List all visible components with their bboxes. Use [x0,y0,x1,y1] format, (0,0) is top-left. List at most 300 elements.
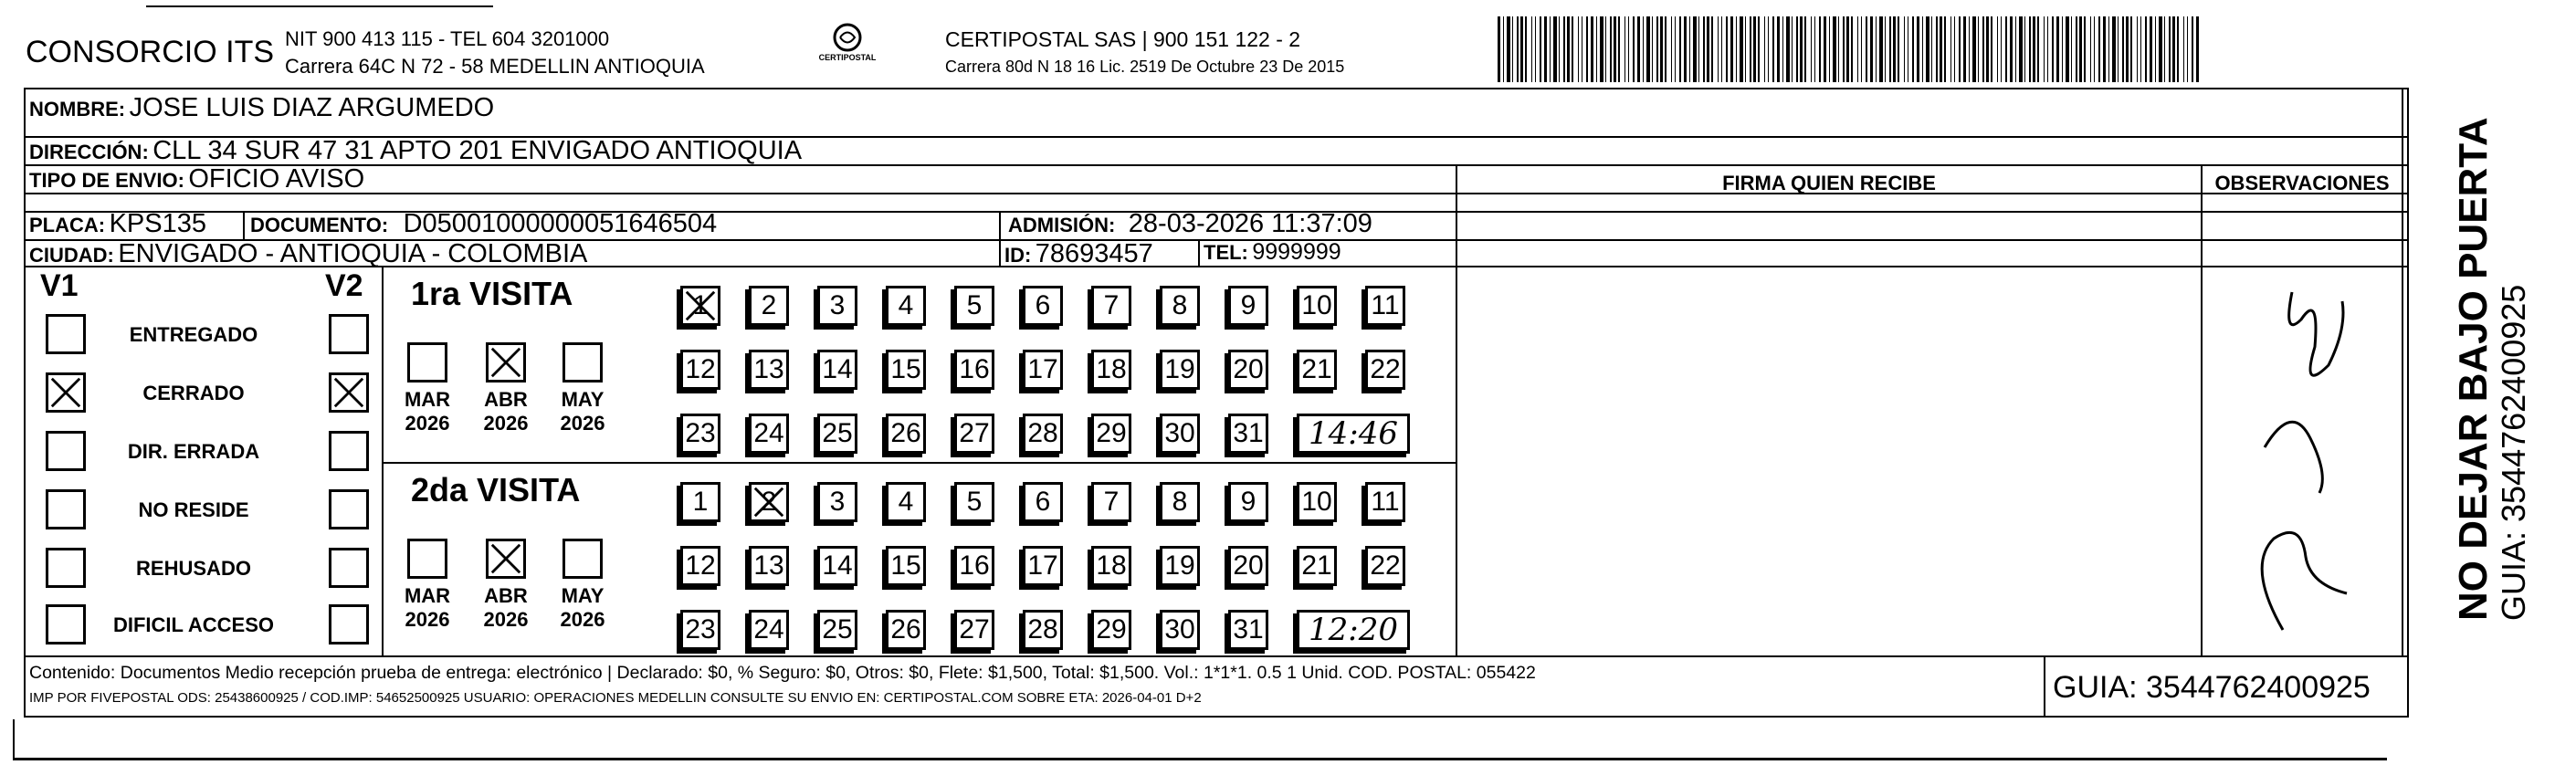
month-name: MAR [404,584,451,607]
barcode-bar [1624,16,1625,82]
day-number: 16 [959,550,990,581]
barcode-bar [2010,16,2013,82]
day-number: 6 [1035,487,1051,517]
day-number: 8 [1172,290,1188,320]
barcode-bar [1698,16,1699,82]
day-checkbox[interactable] [1228,350,1268,390]
direccion-label: DIRECCIÓN: [29,141,149,163]
day-number: 15 [890,354,921,384]
barcode-bar [1861,16,1862,82]
firma-header: FIRMA QUIEN RECIBE [1722,172,1936,194]
id-label: ID: [1004,244,1032,267]
status-v2-checkbox[interactable] [329,489,369,529]
barcode-bar [1684,16,1687,82]
day-checkbox[interactable] [680,610,720,650]
barcode-bar [1745,16,1746,82]
day-number: 11 [1371,290,1400,320]
barcode-bar [1730,16,1733,82]
barcode-bar [1660,16,1663,82]
barcode-bar [1600,16,1603,82]
day-number: 24 [753,418,784,448]
barcode-bar [2029,16,2031,82]
carrier-logo-icon [829,22,866,53]
status-v2-checkbox[interactable] [329,372,369,413]
barcode-bar [1857,16,1858,82]
barcode-bar [1772,16,1774,82]
placa-row [29,209,206,239]
day-number: 11 [1371,487,1400,517]
barcode-bar [1926,16,1929,82]
company-address: Carrera 64C N 72 - 58 MEDELLIN ANTIOQUIA [285,55,705,78]
status-v1-checkbox[interactable] [46,314,86,354]
barcode-bar [2079,16,2082,82]
day-number: 27 [959,418,990,448]
barcode-bar [1814,16,1815,82]
day-checkbox[interactable] [749,482,789,522]
barcode-bar [2172,16,2175,82]
placa-label: PLACA: [29,214,106,236]
day-number: 14 [822,550,853,581]
day-number: 1 [692,487,709,517]
day-checkbox[interactable] [1023,610,1063,650]
day-number: 4 [898,487,914,517]
day-number: 10 [1301,487,1332,517]
day-checkbox[interactable] [886,610,926,650]
day-checkbox[interactable] [1160,546,1200,586]
day-checkbox[interactable] [1091,546,1131,586]
day-checkbox[interactable] [1091,482,1131,522]
barcode-bar [1671,16,1672,82]
status-label: DIR. ERRADA [127,440,260,463]
day-checkbox[interactable] [680,482,720,522]
barcode-bar [1596,16,1597,82]
status-v2-checkbox[interactable] [329,431,369,471]
barcode-bar [1904,16,1905,82]
day-checkbox[interactable] [954,546,994,586]
day-checkbox[interactable] [1297,482,1337,522]
barcode-bar [2103,16,2106,82]
day-checkbox[interactable] [817,286,857,326]
day-number: 5 [966,290,983,320]
barcode-bar [1969,16,1970,82]
barcode-bar [1954,16,1955,82]
barcode-bar [2094,16,2095,82]
status-v1-checkbox[interactable] [46,489,86,529]
barcode-bar [1540,16,1541,82]
barcode-bar [1800,16,1803,82]
day-number: 8 [1172,487,1188,517]
day-checkbox[interactable] [1023,482,1063,522]
month-year: 2026 [405,608,450,631]
ciudad-value: ENVIGADO - ANTIOQUIA - COLOMBIA [118,239,588,268]
barcode-bar [1535,16,1536,82]
barcode-bar [1950,16,1951,82]
barcode [1498,16,2206,82]
day-checkbox[interactable] [749,286,789,326]
day-number: 20 [1233,354,1264,384]
day-number: 10 [1301,290,1332,320]
month-label [396,584,458,632]
day-checkbox[interactable] [1365,350,1405,390]
observaciones-header: OBSERVACIONES [2214,172,2390,194]
barcode-bar [1978,16,1979,82]
day-checkbox[interactable] [1365,482,1405,522]
barcode-bar [2130,16,2132,82]
status-label: NO RESIDE [138,498,249,521]
documento-label: DOCUMENTO: [250,214,389,236]
barcode-bar [2126,16,2129,82]
month-year: 2026 [483,608,529,631]
day-number: 13 [753,550,784,581]
day-checkbox[interactable] [680,546,720,586]
tel-value: 9999999 [1252,239,1341,265]
day-checkbox[interactable] [1023,546,1063,586]
status-v1-checkbox[interactable] [46,431,86,471]
barcode-bar [1736,16,1737,82]
barcode-bar [1893,16,1896,82]
day-checkbox[interactable] [749,350,789,390]
barcode-bar [1553,16,1557,82]
day-checkbox[interactable] [886,350,926,390]
month-checkbox[interactable] [563,342,603,382]
barcode-bar [1689,16,1690,82]
day-checkbox[interactable] [680,414,720,454]
barcode-bar [1885,16,1886,82]
barcode-bar [2084,16,2086,82]
month-label [396,388,458,435]
day-checkbox[interactable] [1365,286,1405,326]
day-checkbox[interactable] [1297,546,1337,586]
barcode-bar [1544,16,1547,82]
month-name: MAY [561,584,605,607]
day-checkbox[interactable] [680,350,720,390]
direccion-row [29,136,802,166]
barcode-bar [1959,16,1961,82]
visit-time: 12:20 [1297,610,1410,650]
day-number: 7 [1103,487,1120,517]
barcode-bar [1940,16,1942,82]
admision-label: ADMISIÓN: [1008,214,1116,236]
day-number: 17 [1027,354,1058,384]
status-label: REHUSADO [136,557,251,580]
barcode-bar [1804,16,1806,82]
day-number: 21 [1301,354,1332,384]
day-number: 20 [1233,550,1264,581]
month-checkbox[interactable] [486,539,526,579]
barcode-bar [1972,16,1976,82]
no-dejar-text: NO DEJAR BAJO PUERTA [2451,117,2496,621]
barcode-bar [2108,16,2109,82]
barcode-bar [2076,16,2077,82]
day-checkbox[interactable] [1091,610,1131,650]
carrier-logo [811,22,884,79]
month-label [475,388,537,435]
barcode-bar [2183,16,2184,82]
barcode-bar [1665,16,1667,82]
barcode-bar [1517,16,1519,82]
check-mark-icon [489,345,523,380]
day-number: 28 [1027,614,1058,644]
company-nit: NIT 900 413 115 - TEL 604 3201000 [285,27,610,50]
status-v1-checkbox[interactable] [46,548,86,588]
day-checkbox[interactable] [1297,286,1337,326]
carrier-address: Carrera 80d N 18 16 Lic. 2519 De Octubre 23 De 2015 [945,58,1345,76]
barcode-bar [2140,16,2141,82]
id-row [1004,239,1153,269]
barcode-bar [1764,16,1765,82]
carrier-name: CERTIPOSTAL SAS | 900 151 122 - 2 [945,27,1301,51]
barcode-bar [2037,16,2039,82]
day-checkbox[interactable] [1228,546,1268,586]
barcode-bar [2187,16,2188,82]
barcode-bar [1829,16,1830,82]
day-number: 29 [1096,418,1127,448]
barcode-bar [1520,16,1523,82]
barcode-bar [1578,16,1579,82]
day-checkbox[interactable] [1091,414,1131,454]
status-label: DIFICIL ACCESO [112,613,274,636]
barcode-bar [1675,16,1676,82]
day-checkbox[interactable] [749,610,789,650]
day-number: 28 [1027,418,1058,448]
day-checkbox[interactable] [1091,286,1131,326]
day-number: 14 [822,354,853,384]
barcode-bar [1898,16,1899,82]
barcode-bar [1572,16,1573,82]
recipient-signature [2228,265,2374,639]
day-checkbox[interactable] [954,286,994,326]
barcode-bar [1531,16,1532,82]
status-label: ENTREGADO [129,323,258,346]
day-checkbox[interactable] [886,482,926,522]
tel-row [1204,239,1341,266]
barcode-bar [1753,16,1756,82]
day-number: 31 [1233,614,1264,644]
month-checkbox[interactable] [563,539,603,579]
day-number: 19 [1164,354,1195,384]
barcode-bar [1843,16,1845,82]
barcode-bar [1750,16,1751,82]
day-checkbox[interactable] [1228,414,1268,454]
day-number: 18 [1096,354,1127,384]
barcode-bar [1512,16,1513,82]
company-name: CONSORCIO ITS [26,35,275,69]
day-number: 17 [1027,550,1058,581]
imp-text: IMP POR FIVEPOSTAL ODS: 25438600925 / COD.IMP: 54652500925 USUARIO: OPERACIONES MEDELLIN CONSULTE SU ENVIO EN: CERTIPOSTAL.COM SOBRE ETA: 2026-04-01 D+2 [29,690,1202,706]
barcode-bar [1646,16,1650,82]
day-checkbox[interactable] [1365,546,1405,586]
documento-row [250,209,717,239]
day-number: 2 [761,290,777,320]
barcode-bar [1944,16,1946,82]
carrier-logo-text: CERTIPOSTAL [818,53,877,62]
month-name: ABR [484,388,528,411]
barcode-bar [2177,16,2179,82]
day-number: 26 [890,418,921,448]
barcode-bar [1628,16,1629,82]
side-guia-text: GUIA: 3544762400925 [2495,284,2532,621]
barcode-bar [1656,16,1658,82]
barcode-bar [1824,16,1826,82]
month-checkbox[interactable] [407,342,447,382]
barcode-bar [1796,16,1798,82]
barcode-bar [1721,16,1722,82]
status-v2-checkbox[interactable] [329,548,369,588]
v2-header: V2 [325,268,363,303]
tel-label: TEL: [1204,241,1248,264]
day-checkbox[interactable] [954,414,994,454]
day-number: 9 [1240,487,1256,517]
barcode-bar [1693,16,1697,82]
day-checkbox[interactable] [1228,286,1268,326]
barcode-bar [1679,16,1681,82]
barcode-bar [2056,16,2059,82]
barcode-bar [2192,16,2193,82]
barcode-bar [1563,16,1565,82]
side-warning [2452,117,2532,621]
barcode-bar [2066,16,2069,82]
month-checkbox[interactable] [407,539,447,579]
barcode-bar [1991,16,1992,82]
day-checkbox[interactable] [954,610,994,650]
day-number: 7 [1103,290,1120,320]
barcode-bar [1792,16,1793,82]
day-checkbox[interactable] [1160,414,1200,454]
barcode-bar [2015,16,2016,82]
barcode-bar [1912,16,1914,82]
day-checkbox[interactable] [1297,350,1337,390]
day-number: 3 [829,487,846,517]
barcode-bar [1997,16,1998,82]
status-v2-checkbox[interactable] [329,604,369,644]
contenido-text: Contenido: Documentos Medio recepción prueba de entrega: electrónico | Declarado: $0, % Seguro: $0, Otros: $0, Flete: $1,500, Total: $1,500. Vol.: 1*1*1. 0.5 1 Unid. COD. POSTAL: 055422 [29,663,1536,683]
direccion-value: CLL 34 SUR 47 31 APTO 201 ENVIGADO ANTIOQUIA [152,136,803,165]
day-number: 22 [1370,354,1401,384]
barcode-bar [1525,16,1527,82]
day-number: 5 [966,487,983,517]
status-label: CERRADO [142,382,245,404]
barcode-bar [1917,16,1919,82]
barcode-bar [2196,16,2199,82]
barcode-bar [1768,16,1769,82]
day-checkbox[interactable] [954,482,994,522]
day-checkbox[interactable] [680,286,720,326]
day-checkbox[interactable] [749,414,789,454]
day-checkbox[interactable] [817,610,857,650]
day-checkbox[interactable] [1160,482,1200,522]
month-label [475,584,537,632]
day-checkbox[interactable] [817,546,857,586]
day-number: 16 [959,354,990,384]
day-checkbox[interactable] [886,414,926,454]
check-mark-icon [331,375,366,410]
day-number: 27 [959,614,990,644]
status-v1-checkbox[interactable] [46,372,86,413]
day-number: 2 [761,487,777,517]
barcode-bar [1811,16,1812,82]
barcode-bar [1707,16,1709,82]
footer-guia: GUIA: 3544762400925 [2053,670,2371,705]
barcode-bar [1782,16,1783,82]
day-checkbox[interactable] [749,546,789,586]
v1-header: V1 [40,268,79,303]
day-checkbox[interactable] [817,350,857,390]
barcode-bar [2071,16,2072,82]
day-checkbox[interactable] [886,286,926,326]
visit-title: 1ra VISITA [411,275,573,312]
day-checkbox[interactable] [1091,350,1131,390]
barcode-bar [2019,16,2023,82]
barcode-bar [2169,16,2171,82]
barcode-bar [1633,16,1635,82]
day-checkbox[interactable] [1228,482,1268,522]
barcode-bar [1591,16,1593,82]
day-number: 29 [1096,614,1127,644]
day-number: 30 [1164,418,1195,448]
barcode-bar [1740,16,1743,82]
day-number: 1 [692,290,709,320]
barcode-bar [1833,16,1836,82]
day-number: 3 [829,290,846,320]
day-number: 26 [890,614,921,644]
barcode-bar [2024,16,2025,82]
month-checkbox[interactable] [486,342,526,382]
barcode-bar [1498,16,1500,82]
day-number: 12 [685,550,716,581]
barcode-bar [2033,16,2035,82]
status-v1-checkbox[interactable] [46,604,86,644]
barcode-bar [1703,16,1705,82]
barcode-bar [1777,16,1780,82]
day-checkbox[interactable] [886,546,926,586]
check-mark-icon [489,541,523,576]
barcode-bar [2118,16,2119,82]
day-checkbox[interactable] [1160,350,1200,390]
day-checkbox[interactable] [817,414,857,454]
day-checkbox[interactable] [1023,414,1063,454]
day-number: 23 [685,418,716,448]
day-checkbox[interactable] [1023,286,1063,326]
documento-value: D05001000000051646504 [403,209,718,238]
barcode-bar [1870,16,1873,82]
day-number: 25 [822,418,853,448]
tipo-row [29,164,364,194]
barcode-bar [1786,16,1790,82]
check-mark-icon [48,375,83,410]
day-checkbox[interactable] [1023,350,1063,390]
day-checkbox[interactable] [1228,610,1268,650]
barcode-bar [1652,16,1653,82]
day-number: 15 [890,550,921,581]
day-checkbox[interactable] [1160,610,1200,650]
barcode-bar [2164,16,2165,82]
barcode-bar [1718,16,1719,82]
barcode-bar [1851,16,1853,82]
barcode-bar [1610,16,1612,82]
day-checkbox[interactable] [1160,286,1200,326]
day-checkbox[interactable] [817,482,857,522]
status-v2-checkbox[interactable] [329,314,369,354]
day-number: 12 [685,354,716,384]
day-number: 9 [1240,290,1256,320]
day-number: 6 [1035,290,1051,320]
barcode-bar [1819,16,1821,82]
barcode-bar [2122,16,2124,82]
ciudad-label: CIUDAD: [29,244,114,267]
day-checkbox[interactable] [954,350,994,390]
visit-title: 2da VISITA [411,471,581,508]
barcode-bar [2052,16,2054,82]
